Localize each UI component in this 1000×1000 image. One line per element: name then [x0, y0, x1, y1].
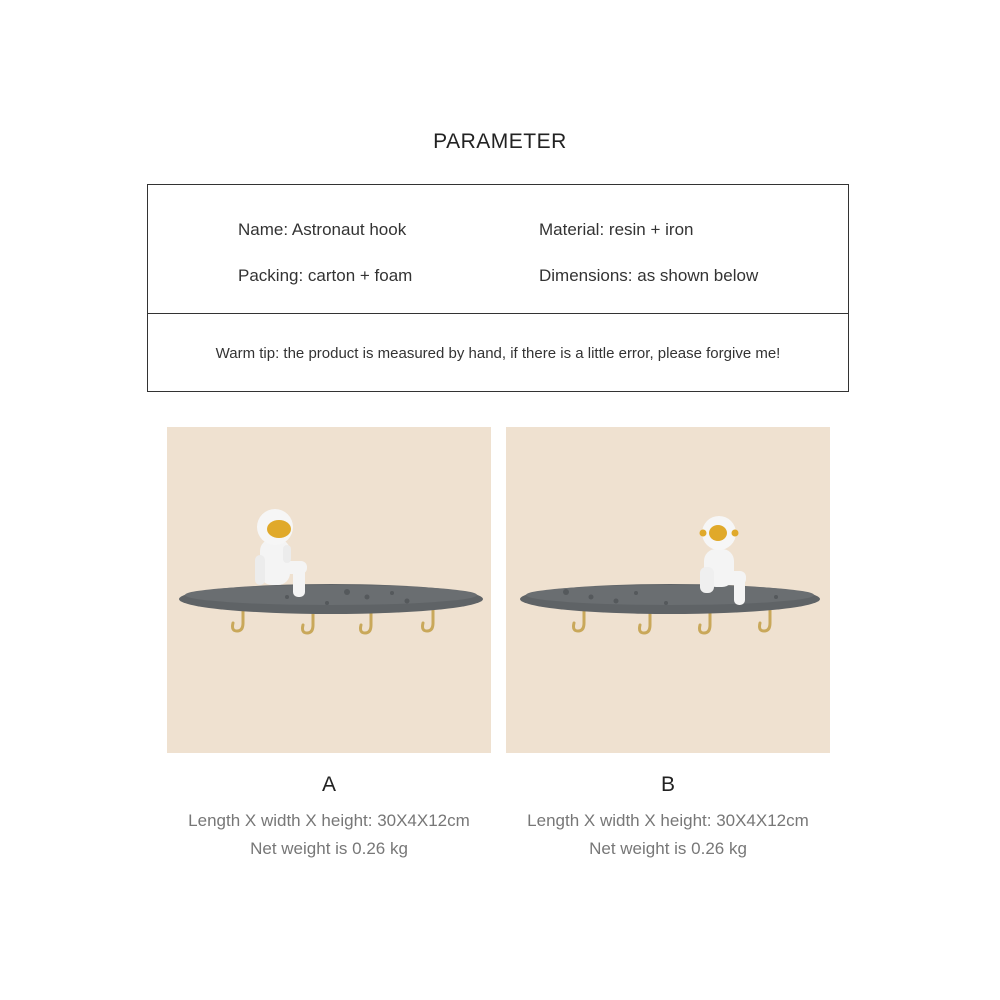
spec-dimensions: Dimensions: as shown below — [539, 266, 759, 285]
spec-grid — [148, 185, 848, 314]
page-title: PARAMETER — [433, 130, 567, 153]
product-label-a: A — [321, 773, 336, 796]
parameter-table — [147, 184, 849, 392]
product-card-b — [506, 427, 830, 859]
product-weight-a: Net weight is 0.26 kg — [250, 839, 408, 858]
astronaut-hook-illustration — [167, 427, 491, 753]
product-dimensions-b: Length X width X height: 30X4X12cm — [527, 811, 809, 830]
product-card-a — [167, 427, 491, 859]
table-divider — [148, 313, 848, 314]
warm-tip: Warm tip: the product is measured by hand, if there is a little error, please forgive me! — [215, 345, 781, 362]
spec-material: Material: resin + iron — [539, 220, 694, 239]
product-dimensions-a: Length X width X height: 30X4X12cm — [188, 811, 470, 830]
product-label-b: B — [660, 773, 675, 796]
product-photo-a — [167, 427, 491, 753]
spec-packing: Packing: carton + foam — [238, 266, 413, 285]
product-weight-b: Net weight is 0.26 kg — [589, 839, 747, 858]
astronaut-hook-illustration — [506, 427, 830, 753]
spec-name: Name: Astronaut hook — [238, 220, 407, 239]
product-photo-b — [506, 427, 830, 753]
